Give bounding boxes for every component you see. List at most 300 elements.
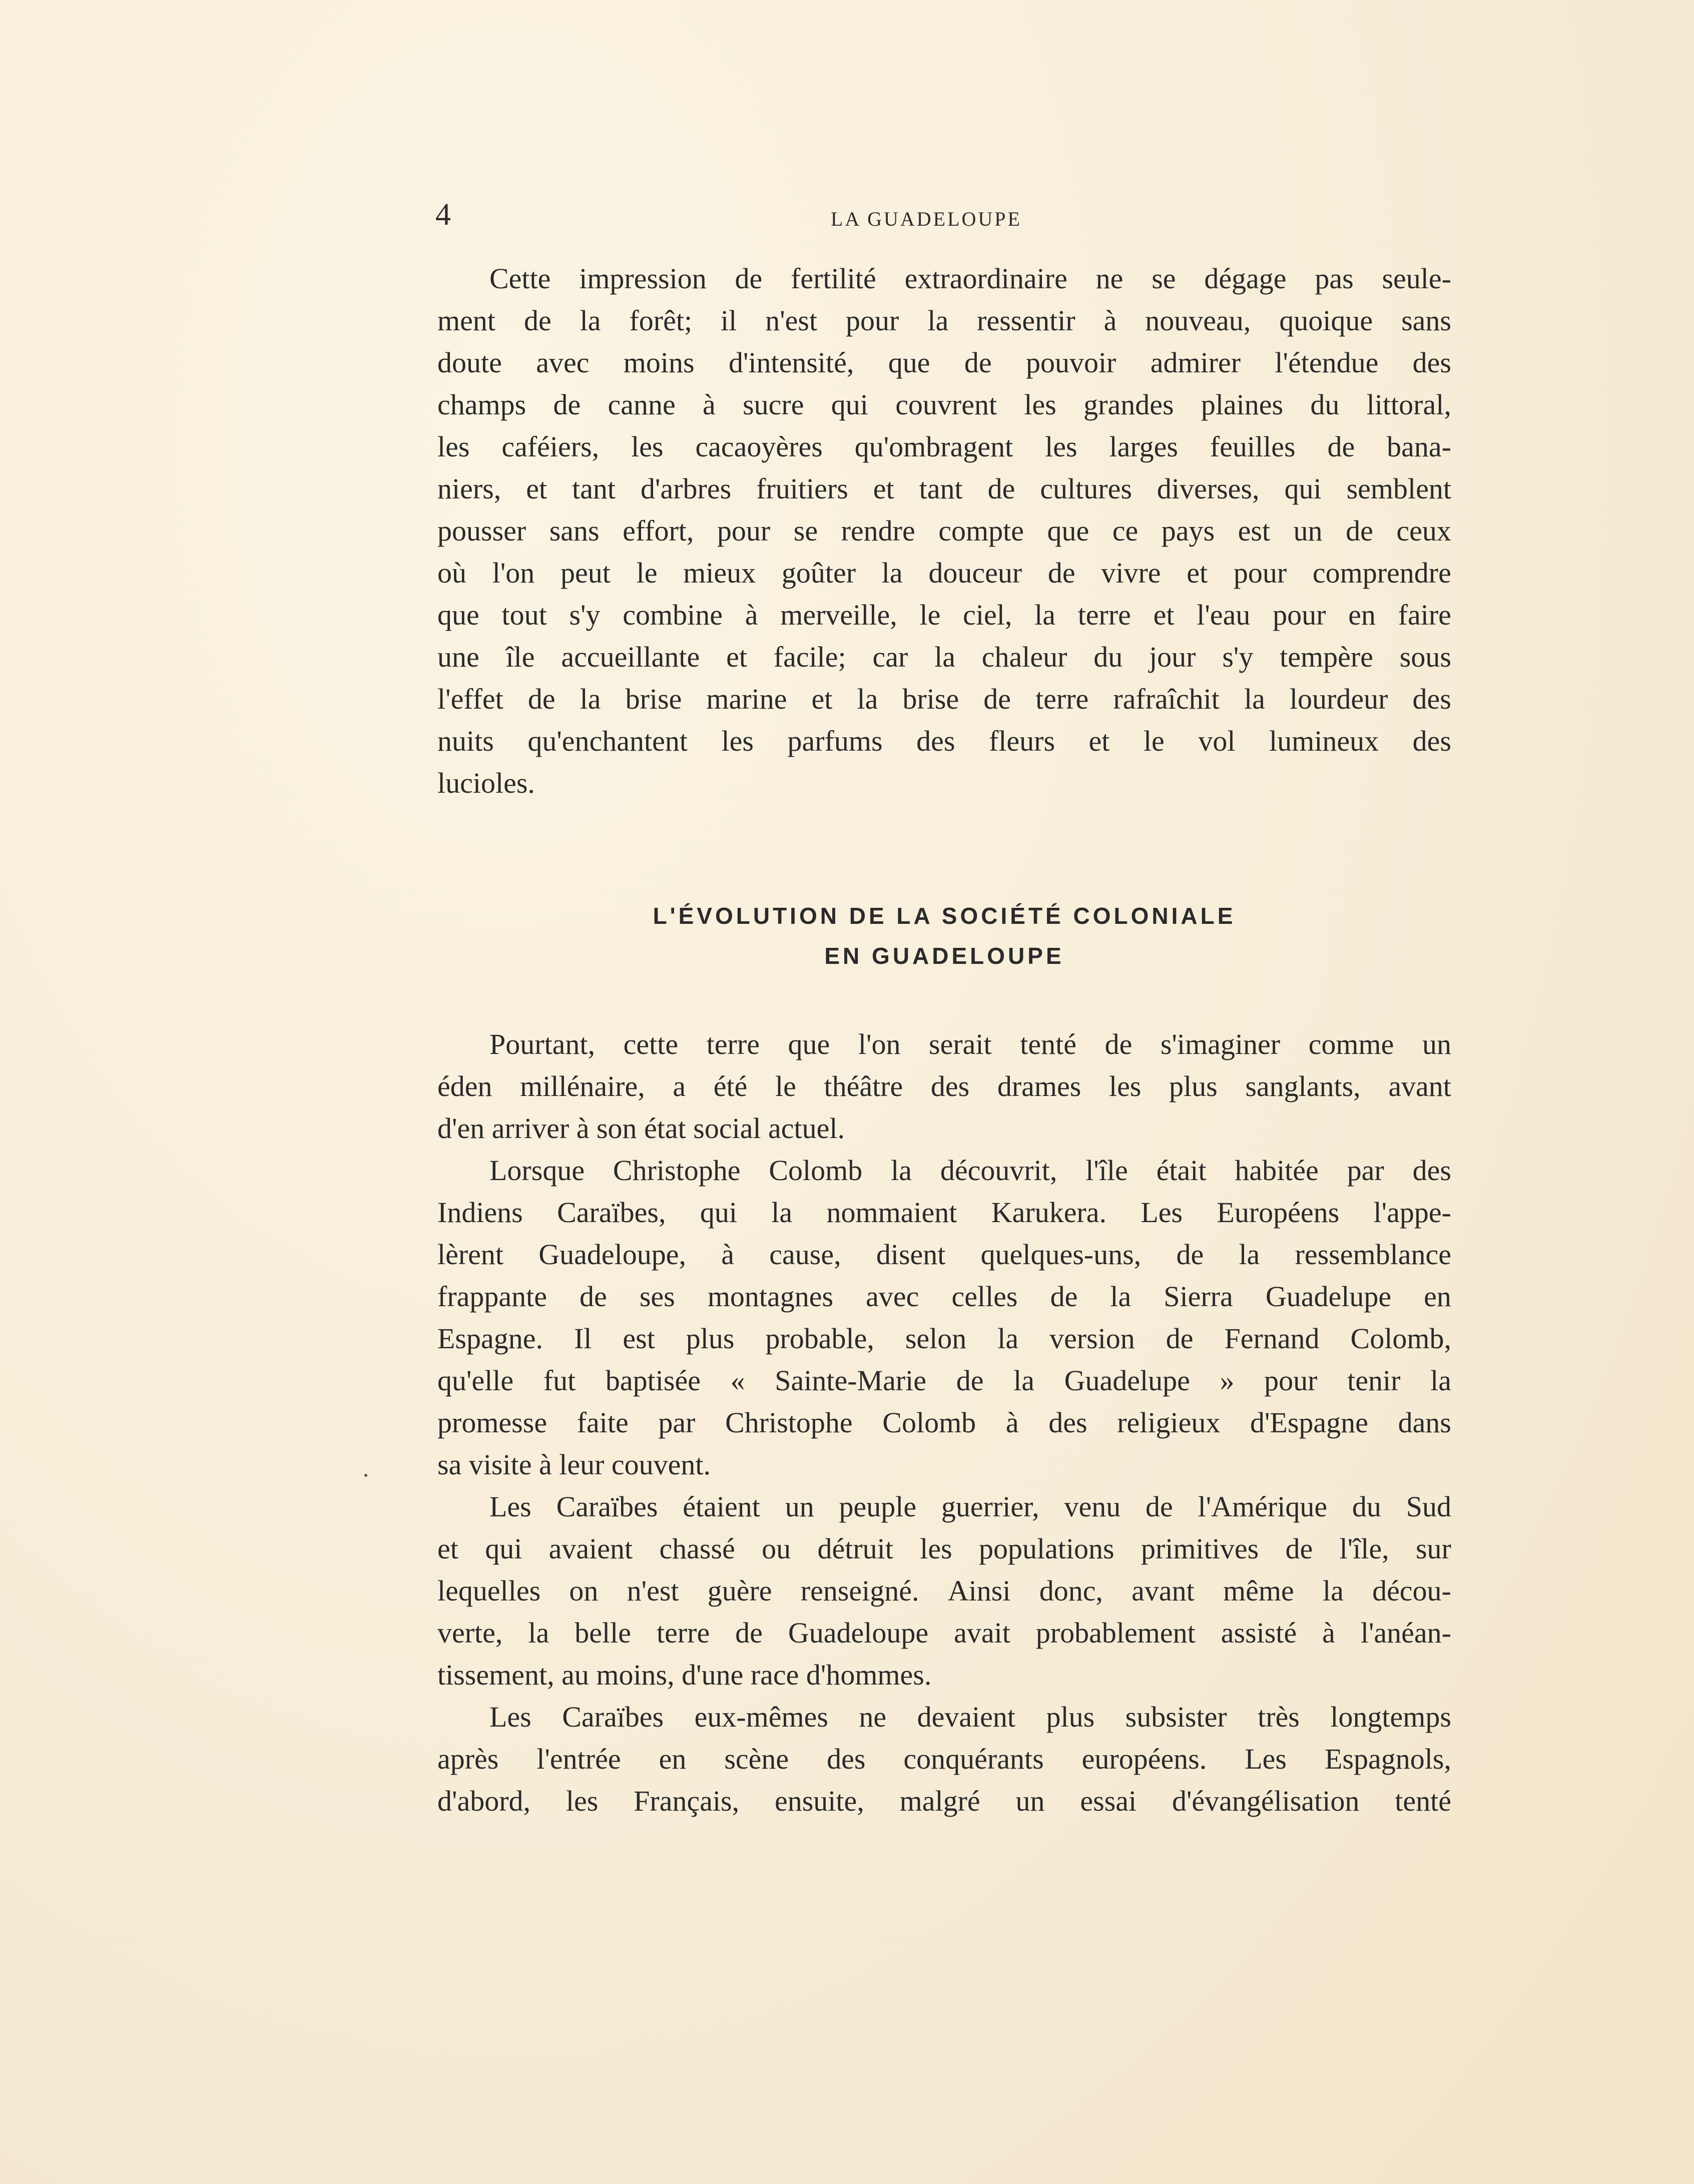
word: avec (536, 346, 590, 379)
word: de (1346, 514, 1373, 547)
word: par (1347, 1154, 1384, 1187)
word: combine (623, 599, 723, 631)
word: tempère (1280, 641, 1373, 673)
word: des (1048, 1406, 1087, 1439)
word: brise (625, 683, 682, 715)
word: peut (560, 557, 611, 589)
word: de (527, 683, 555, 715)
word: de (1050, 1280, 1078, 1313)
word: éden (437, 1070, 492, 1103)
word: la (771, 1196, 793, 1229)
text-line (437, 1276, 1451, 1318)
word: Il (574, 1322, 592, 1355)
word: étaient (683, 1490, 760, 1523)
word: ressemblance (1295, 1238, 1451, 1271)
text-line: sa visite à leur couvent. (437, 1448, 711, 1481)
word: en (659, 1743, 687, 1775)
word: Fernand (1224, 1322, 1320, 1355)
word: de (956, 1364, 984, 1397)
word: compte (938, 514, 1024, 547)
word: sanglants, (1245, 1070, 1361, 1103)
word: faire (1398, 599, 1451, 631)
word: est (623, 1322, 655, 1355)
word: lèrent (437, 1238, 504, 1271)
word: mieux (683, 557, 756, 589)
word: de (1146, 1490, 1173, 1523)
text-line (437, 1486, 1451, 1528)
word: qu'enchantent (527, 725, 688, 757)
text-line (437, 384, 1451, 426)
word: quelques-uns, (980, 1238, 1142, 1271)
word: chassé (659, 1532, 735, 1565)
word: la (934, 641, 955, 673)
word: tant (572, 472, 616, 505)
word: terre (1077, 599, 1131, 631)
word: cette (623, 1028, 679, 1060)
word: par (658, 1406, 696, 1439)
word: grandes (1083, 388, 1174, 421)
word: Indiens (437, 1196, 523, 1229)
word: n'est (765, 304, 818, 337)
word: qu'ombragent (854, 430, 1013, 463)
word: Cette (489, 262, 551, 295)
word: la (1034, 599, 1055, 631)
word: larges (1109, 430, 1178, 463)
text-line (437, 552, 1451, 594)
text-line (437, 426, 1451, 468)
text-line (437, 1570, 1451, 1612)
word: belle (575, 1616, 631, 1649)
word: Christophe (613, 1154, 741, 1187)
word: rendre (841, 514, 915, 547)
word: été (713, 1070, 748, 1103)
text-line (437, 1780, 1451, 1822)
word: Guadelupe (1265, 1280, 1392, 1313)
word: de (553, 388, 581, 421)
word: » (1220, 1364, 1235, 1397)
word: plus (1169, 1070, 1218, 1103)
word: tenir (1347, 1364, 1401, 1397)
word: l'appe- (1373, 1196, 1451, 1229)
word: Ainsi (947, 1574, 1011, 1607)
word: promesse (437, 1406, 547, 1439)
word: que (788, 1028, 830, 1060)
word: l'anéan- (1360, 1616, 1451, 1649)
word: le (919, 599, 941, 631)
word: drames (997, 1070, 1081, 1103)
word: habitée (1235, 1154, 1319, 1187)
word: brise (902, 683, 959, 715)
word: Sierra (1164, 1280, 1233, 1313)
word: Sud (1406, 1490, 1451, 1523)
word: d'abord, (437, 1785, 531, 1817)
word: les (920, 1532, 952, 1565)
word: version (1049, 1322, 1135, 1355)
word: probablement (1035, 1616, 1196, 1649)
word: un (1422, 1028, 1451, 1060)
word: en (1424, 1280, 1451, 1313)
word: terre (706, 1028, 760, 1060)
word: l'eau (1197, 599, 1251, 631)
word: pouvoir (1025, 346, 1116, 379)
word: d'évangélisation (1172, 1785, 1360, 1817)
word: de (523, 304, 551, 337)
page-number: 4 (435, 198, 451, 232)
word: qui (485, 1532, 522, 1565)
word: pousser (437, 514, 526, 547)
word: faite (577, 1406, 629, 1439)
word: Caraïbes (562, 1701, 664, 1733)
word: que (437, 599, 479, 631)
text-line (437, 594, 1451, 636)
word: couvrent (895, 388, 997, 421)
word: subsister (1125, 1701, 1227, 1733)
word: goûter (781, 557, 856, 589)
text-line (437, 1065, 1451, 1108)
word: ment (437, 304, 495, 337)
word: des (1412, 346, 1451, 379)
text-line (437, 1696, 1451, 1738)
word: qu'elle (437, 1364, 514, 1397)
word: chaleur (981, 641, 1067, 673)
word: ne (859, 1701, 887, 1733)
word: Les (1141, 1196, 1183, 1229)
word: l'île, (1339, 1532, 1389, 1565)
word: du (1310, 388, 1340, 421)
word: venu (1064, 1490, 1121, 1523)
word: avaient (548, 1532, 633, 1565)
word: les (566, 1785, 599, 1817)
word: Colomb (769, 1154, 863, 1187)
word: tenté (1395, 1785, 1451, 1817)
word: probable, (765, 1322, 874, 1355)
word: l'île (1085, 1154, 1128, 1187)
word: Sainte-Marie (775, 1364, 927, 1397)
word: d'intensité, (728, 346, 854, 379)
word: devaient (917, 1701, 1016, 1733)
word: pour (846, 304, 899, 337)
word: selon (905, 1322, 967, 1355)
word: est (1238, 514, 1271, 547)
word: il (721, 304, 737, 337)
word: effort, (623, 514, 694, 547)
word: très (1258, 1701, 1300, 1733)
word: se (1152, 262, 1176, 295)
word: forêt; (629, 304, 693, 337)
word: n'est (627, 1574, 679, 1607)
word: diverses, (1157, 472, 1260, 505)
word: de (1104, 1028, 1133, 1060)
word: Pourtant, (489, 1028, 596, 1060)
word: tout (501, 599, 547, 631)
word: baptisée (605, 1364, 701, 1397)
text-line (437, 1528, 1451, 1570)
word: décou- (1372, 1574, 1451, 1607)
word: ou (762, 1532, 791, 1565)
word: avait (954, 1616, 1010, 1649)
word: cacaoyères (695, 430, 823, 463)
word: s'y (569, 599, 601, 631)
word: et (437, 1532, 458, 1565)
word: ceux (1396, 514, 1451, 547)
word: tant (919, 472, 963, 505)
text-line (437, 1150, 1451, 1192)
word: littoral, (1366, 388, 1451, 421)
word: car (872, 641, 908, 673)
word: ciel, (963, 599, 1012, 631)
word: que (888, 346, 930, 379)
word: feuilles (1210, 430, 1296, 463)
word: sans (549, 514, 600, 547)
word: l'on (492, 557, 535, 589)
word: verte, (437, 1616, 503, 1649)
word: l'étendue (1275, 346, 1379, 379)
word: la (881, 557, 903, 589)
word: était (1156, 1154, 1207, 1187)
word: vivre (1101, 557, 1161, 589)
word: ce (1112, 514, 1139, 547)
word: seule- (1382, 262, 1451, 295)
word: de (580, 1280, 607, 1313)
word: de (1285, 1532, 1313, 1565)
word: Christophe (725, 1406, 853, 1439)
word: même (1223, 1574, 1294, 1607)
word: la (1430, 1364, 1451, 1397)
word: plaines (1201, 388, 1284, 421)
word: tenté (1020, 1028, 1076, 1060)
word: à (1005, 1406, 1019, 1439)
word: la (580, 304, 601, 337)
word: terre (1035, 683, 1089, 715)
word: l'Amérique (1198, 1490, 1328, 1523)
word: de (1176, 1238, 1204, 1271)
ink-speck (364, 1474, 367, 1477)
text-line (437, 510, 1451, 552)
word: frappante (437, 1280, 547, 1313)
word: Karukera. (991, 1196, 1106, 1229)
word: vol (1198, 725, 1236, 757)
word: Les (1245, 1743, 1287, 1775)
word: à (1103, 304, 1117, 337)
word: sous (1399, 641, 1451, 673)
word: douceur (928, 557, 1022, 589)
word: Caraïbes, (557, 1196, 666, 1229)
word: l'effet (437, 683, 503, 715)
word: qui (700, 1196, 737, 1229)
word: de (1166, 1322, 1194, 1355)
word: pour (1264, 1364, 1318, 1397)
word: plus (1046, 1701, 1095, 1733)
word: à (745, 599, 758, 631)
word: celles (951, 1280, 1018, 1313)
text-line (437, 1402, 1451, 1444)
word: bana- (1387, 430, 1451, 463)
word: et (526, 472, 547, 505)
word: s'y (1222, 641, 1254, 673)
text-line: tissement, au moins, d'une race d'hommes. (437, 1659, 932, 1691)
word: nuits (437, 725, 494, 757)
word: la (1110, 1280, 1132, 1313)
word: niers, (437, 472, 501, 505)
word: du (1093, 641, 1123, 673)
word: la (1244, 683, 1265, 715)
word: on (569, 1574, 599, 1607)
text-line (437, 300, 1451, 342)
word: essai (1080, 1785, 1137, 1817)
word: le (636, 557, 658, 589)
word: d'Espagne (1250, 1406, 1368, 1439)
word: montagnes (707, 1280, 834, 1313)
word: fleurs (988, 725, 1055, 757)
text-line (437, 1023, 1451, 1065)
word: la (927, 304, 949, 337)
word: ne (1095, 262, 1123, 295)
word: Caraïbes (556, 1490, 658, 1523)
word: scène (724, 1743, 789, 1775)
word: des (1412, 1154, 1451, 1187)
word: un (1015, 1785, 1045, 1817)
word: pas (1315, 262, 1354, 295)
word: Guadeloupe (788, 1616, 929, 1649)
word: nouveau, (1145, 304, 1251, 337)
word: guerrier, (941, 1490, 1039, 1523)
word: renseigné. (800, 1574, 919, 1607)
word: de (964, 346, 992, 379)
text-line (437, 1360, 1451, 1402)
word: Guadelupe (1064, 1364, 1190, 1397)
word: les (1024, 388, 1056, 421)
word: jour (1149, 641, 1196, 673)
word: donc, (1039, 1574, 1103, 1607)
text-line (437, 678, 1451, 720)
word: Colomb (882, 1406, 976, 1439)
word: les (1108, 1070, 1142, 1103)
paragraph-fertility (437, 258, 1451, 804)
word: des (827, 1743, 866, 1775)
word: primitives (1141, 1532, 1259, 1565)
word: comprendre (1312, 557, 1451, 589)
word: théâtre (824, 1070, 903, 1103)
word: admirer (1150, 346, 1241, 379)
word: sur (1415, 1532, 1451, 1565)
word: accueillante (561, 641, 700, 673)
word: impression (579, 262, 707, 295)
word: les (631, 430, 664, 463)
word: et (873, 472, 894, 505)
word: un (1293, 514, 1323, 547)
word: la (891, 1154, 912, 1187)
word: terre (656, 1616, 710, 1649)
word: Espagne. (437, 1322, 543, 1355)
word: européens. (1081, 1743, 1207, 1775)
section-heading-line-1: L'ÉVOLUTION DE LA SOCIÉTÉ COLONIALE (653, 903, 1236, 929)
word: et (811, 683, 833, 715)
word: qui (1284, 472, 1322, 505)
word: Guadeloupe, (538, 1238, 687, 1271)
word: canne (608, 388, 676, 421)
word: lumineux (1269, 725, 1379, 757)
text-line (437, 720, 1451, 762)
word: Colomb, (1350, 1322, 1451, 1355)
word: a (673, 1070, 686, 1103)
word: pour (717, 514, 771, 547)
text-line (437, 1318, 1451, 1360)
word: parfums (787, 725, 883, 757)
word: caféiers, (501, 430, 600, 463)
word: Lorsque (489, 1154, 585, 1187)
word: nommaient (826, 1196, 957, 1229)
text-line (437, 636, 1451, 678)
word: s'imaginer (1160, 1028, 1281, 1060)
word: quoique (1279, 304, 1373, 337)
word: facile; (773, 641, 846, 673)
word: à (721, 1238, 735, 1271)
word: champs (437, 388, 526, 421)
word: de (987, 472, 1015, 505)
word: de (983, 683, 1011, 715)
word: serait (929, 1028, 992, 1060)
word: plus (686, 1322, 735, 1355)
word: Européens (1217, 1196, 1340, 1229)
word: marine (706, 683, 787, 715)
word: découvrit, (940, 1154, 1057, 1187)
word: et (1187, 557, 1208, 589)
word: les (1045, 430, 1077, 463)
word: ensuite, (774, 1785, 864, 1817)
section-body (437, 1023, 1451, 1822)
section-heading (437, 896, 1451, 976)
word: et (726, 641, 747, 673)
word: avant (1132, 1574, 1195, 1607)
word: la (1322, 1574, 1344, 1607)
word: extraordinaire (904, 262, 1067, 295)
word: où (437, 557, 466, 589)
text-line (437, 468, 1451, 510)
word: pour (1273, 599, 1326, 631)
word: doute (437, 346, 502, 379)
word: fruitiers (756, 472, 848, 505)
word: Les (489, 1490, 531, 1523)
word: l'on (858, 1028, 901, 1060)
word: populations (978, 1532, 1114, 1565)
word: « (730, 1364, 745, 1397)
word: Les (489, 1701, 531, 1733)
word: la (857, 683, 878, 715)
word: la (528, 1616, 549, 1649)
word: cause, (769, 1238, 841, 1271)
text-line (437, 1234, 1451, 1276)
word: dégage (1204, 262, 1287, 295)
word: fertilité (791, 262, 876, 295)
word: conquérants (903, 1743, 1044, 1775)
word: le (775, 1070, 796, 1103)
word: ses (639, 1280, 675, 1313)
section-heading-line-2: EN GUADELOUPE (824, 943, 1064, 969)
word: pour (1233, 557, 1287, 589)
running-title: LA GUADELOUPE (831, 208, 1022, 230)
word: après (437, 1743, 499, 1775)
word: la (1239, 1238, 1260, 1271)
word: pays (1161, 514, 1215, 547)
word: Français, (634, 1785, 740, 1817)
word: une (437, 641, 479, 673)
word: avec (866, 1280, 919, 1313)
word: Espagnols, (1324, 1743, 1451, 1775)
word: le (1143, 725, 1165, 757)
word: détruit (817, 1532, 893, 1565)
word: fut (543, 1364, 576, 1397)
word: disent (876, 1238, 946, 1271)
